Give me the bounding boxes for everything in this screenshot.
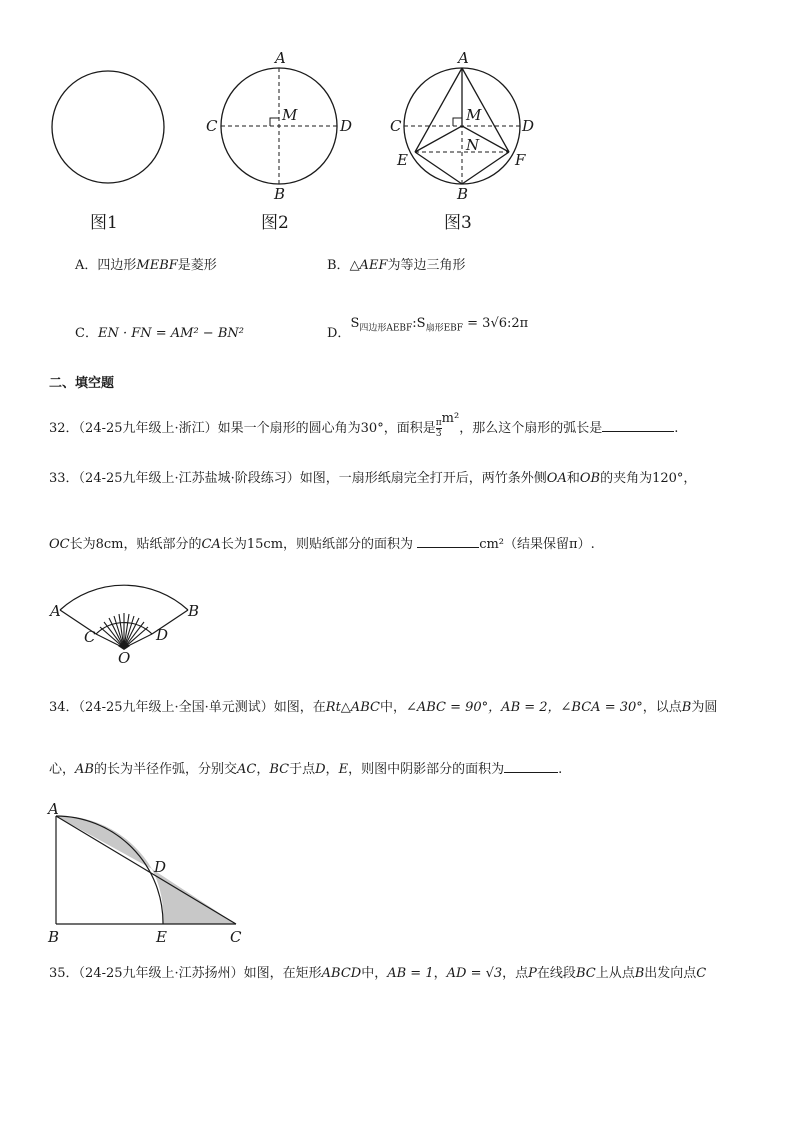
option-C: C．EN · FN = AM² − BN²	[75, 326, 244, 341]
tri-label-C: C	[230, 928, 242, 946]
question-32: 32．（24-25九年级上·浙江）如果一个扇形的圆心角为30°，面积是 $\frac{\pi}{3}$ m²，那么这个扇形的弧长是 .	[49, 411, 679, 439]
fig2-label-M: M	[282, 106, 298, 124]
fan-label-B: B	[188, 602, 200, 620]
question-33-line2: OC长为8cm，贴纸部分的CA长为15cm，则贴纸部分的面积为 cm²（结果保留π）.	[49, 537, 595, 552]
question-34-line1: 34．（24-25九年级上·全国·单元测试）如图，在Rt△ABC中，∠ABC = 90°，AB = 2，∠BCA = 30°，以点B为圆	[49, 700, 718, 715]
q34-answer-blank[interactable]	[504, 772, 558, 773]
option-A: A．四边形MEBF是菱形	[75, 258, 217, 273]
fan-label-A: A	[50, 602, 61, 620]
q32-answer-blank[interactable]	[602, 431, 674, 432]
section-title: 二、填空题	[49, 376, 115, 391]
fig3-caption: 图3	[444, 213, 472, 233]
question-33-line1: 33．（24-25九年级上·江苏盐城·阶段练习）如图，一扇形纸扇完全打开后，两竹条外侧OA和OB的夹角为120°，	[49, 471, 697, 486]
fig1-circle	[52, 71, 164, 183]
triangle-figure	[40, 805, 260, 940]
question-35: 35．（24-25九年级上·江苏扬州）如图，在矩形ABCD中，AB = 1，AD = √3，点P在线段BC上从点B出发向点C	[49, 966, 707, 981]
q33-answer-blank[interactable]	[417, 547, 479, 548]
question-34-line2: 心，AB的长为半径作弧，分别交AC，BC于点D，E，则图中阴影部分的面积为 .	[49, 762, 563, 777]
fig2-diagram	[221, 68, 337, 184]
fig3-label-F: F	[515, 151, 526, 169]
fig3-label-N: N	[466, 136, 480, 154]
fig2-label-B: B	[274, 185, 286, 203]
fig1-caption: 图1	[90, 213, 118, 233]
fan-label-O: O	[118, 649, 131, 667]
tri-label-D: D	[154, 858, 167, 876]
option-D: D．$S_{四边形AEBF}:S_{扇形EBF}$ = 3√6:2π	[327, 316, 529, 341]
tri-label-A: A	[48, 800, 59, 818]
tri-label-B: B	[48, 928, 60, 946]
fig3-diagram	[404, 68, 520, 184]
fig2-label-A: A	[275, 49, 286, 67]
q32-fraction: $\frac{\pi}{3}$	[435, 418, 442, 439]
fig3-label-M: M	[466, 106, 482, 124]
fig3-label-D: D	[522, 117, 535, 135]
fig3-label-C: C	[390, 117, 402, 135]
tri-label-E: E	[156, 928, 167, 946]
fig3-label-E: E	[397, 151, 408, 169]
fan-label-D: D	[156, 626, 169, 644]
fig2-label-C: C	[206, 117, 218, 135]
fig2-caption: 图2	[261, 213, 289, 233]
fig3-label-A: A	[458, 49, 469, 67]
option-B: B．△AEF为等边三角形	[327, 258, 466, 273]
fig3-label-B: B	[457, 185, 469, 203]
fig2-label-D: D	[340, 117, 353, 135]
fan-label-C: C	[84, 628, 96, 646]
